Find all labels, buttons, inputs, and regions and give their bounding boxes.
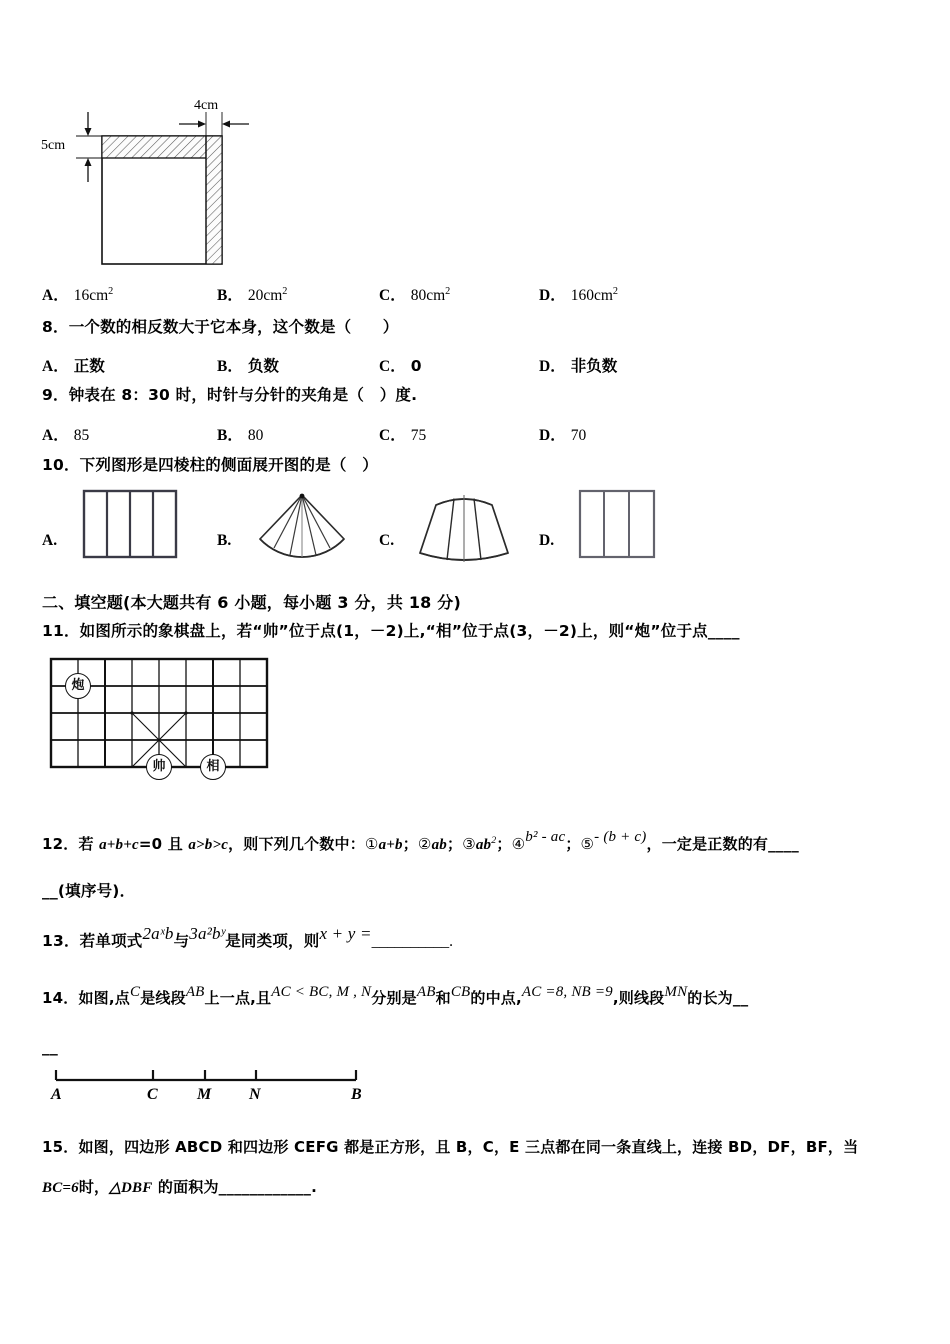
- q9-option-a[interactable]: A． 85: [42, 427, 90, 444]
- q14-number: 14．: [42, 989, 79, 1007]
- q8-option-c[interactable]: C． 0: [379, 357, 422, 375]
- q12-item-4: ④b² - ac；: [511, 829, 581, 853]
- q13-stem: 13．若单项式2aˣb与3a²bʸ是同类项，则x + y =__________.: [42, 924, 453, 950]
- chess-piece-cannon[interactable]: 炮: [65, 673, 91, 699]
- q9-option-c[interactable]: C． 75: [379, 427, 427, 444]
- q9-option-d[interactable]: D． 70: [539, 427, 587, 444]
- q7-figure: [42, 86, 362, 276]
- q10-text: 下列图形是四棱柱的侧面展开图的是（ ）: [79, 456, 378, 474]
- q10-option-c-shape[interactable]: [414, 491, 514, 568]
- q7-option-a[interactable]: A． $16cm^2$: [42, 285, 114, 304]
- q7-option-b[interactable]: B． $20cm^2$: [217, 285, 288, 304]
- q12-item-2: ②ab；: [417, 835, 463, 853]
- q10-number: 10．: [42, 456, 80, 474]
- q8-option-a[interactable]: A． 正数: [42, 357, 105, 375]
- segment-label-m: M: [197, 1086, 212, 1103]
- q8-text: 一个数的相反数大于它本身，这个数是（ ）: [68, 318, 399, 336]
- dimension-label-height: 5cm: [41, 138, 66, 153]
- q14-stem: 14．如图,点C是线段AB上一点,且AC < BC, M , N分别是AB和CB的中点,AC =8, NB =9,则线段MN的长为__: [42, 984, 749, 1007]
- segment-label-b: B: [351, 1086, 362, 1103]
- q13-expr2: 3a²bʸ: [189, 924, 226, 943]
- q7-options-row: [42, 283, 682, 305]
- q8-number: 8．: [42, 318, 69, 336]
- q10-option-a-shape[interactable]: [82, 489, 178, 566]
- q12-stem: 12．若 a+b+c=0 且 a>b>c，则下列几个数中：①a+b；②ab；$③ab^2$；④b² - ac；⑤- (b + c)，一定是正数的有____: [42, 829, 799, 853]
- q7-option-c[interactable]: C． $80cm^2$: [379, 285, 451, 304]
- q10-option-c-label: C.: [379, 532, 395, 549]
- q11-chessboard: [47, 655, 287, 805]
- q13-number: 13．: [42, 932, 80, 950]
- q10-option-a-label: A.: [42, 532, 58, 549]
- q13-blank: __________.: [371, 933, 453, 950]
- chess-piece-minister[interactable]: 相: [200, 754, 226, 780]
- q12-item-1: ①a+b；: [364, 835, 418, 853]
- q9-number: 9．: [42, 386, 69, 404]
- segment-label-c: C: [147, 1086, 158, 1103]
- section2-heading: 二、填空题(本大题共有 6 小题，每小题 3 分，共 18 分): [42, 593, 461, 612]
- q12-line2: __(填序号)．: [42, 882, 136, 900]
- segment-svg: [48, 1064, 378, 1088]
- q7-option-d[interactable]: D． $160cm^2$: [539, 285, 618, 304]
- q15-line1: 15．如图，四边形 ABCD 和四边形 CEFG 都是正方形，且 B，C，E 三点都在同一条直线上，连接 BD，DF，BF，当: [42, 1138, 859, 1156]
- q8-options-row: [42, 354, 682, 376]
- square-frame-svg: [42, 86, 362, 276]
- q10-options-row: [42, 487, 682, 573]
- q13-expr1: 2aˣb: [142, 924, 174, 943]
- q9-stem: [42, 388, 417, 404]
- chess-piece-marshal[interactable]: 帅: [146, 754, 172, 780]
- q12-number: 12．: [42, 835, 79, 853]
- q9-text: 钟表在 8：30 时，时针与分针的夹角是（ ）度.: [68, 386, 418, 404]
- q15-number: 15．: [42, 1138, 79, 1156]
- dimension-label-width: 4cm: [194, 98, 219, 113]
- q14-line2: __: [42, 1038, 58, 1056]
- q10-option-b-label: B.: [217, 532, 232, 549]
- q12-item-3: $③ab^2$；: [462, 835, 512, 853]
- q9-option-b[interactable]: B． 80: [217, 427, 264, 444]
- q14-segment-figure: [48, 1064, 378, 1110]
- q10-option-d-shape[interactable]: [578, 489, 656, 566]
- q12-item-5: ⑤- (b + c): [580, 829, 647, 853]
- q11-text: 如图所示的象棋盘上，若“帅”位于点(1，－2)上,“相”位于点(3，－2)上，则“炮”位于点____: [79, 622, 740, 640]
- segment-label-n: N: [249, 1086, 261, 1103]
- q8-stem: [42, 320, 398, 336]
- q10-option-b-shape[interactable]: [250, 491, 354, 566]
- q11-stem: [42, 624, 740, 640]
- q15-line2: BC=6时，△DBF 的面积为____________.: [42, 1178, 317, 1196]
- q9-options-row: [42, 423, 682, 445]
- segment-label-a: A: [51, 1086, 62, 1103]
- q8-option-d[interactable]: D． 非负数: [539, 357, 618, 375]
- q13-expr3: x + y =: [319, 924, 372, 943]
- q11-number: 11．: [42, 622, 80, 640]
- q10-option-d-label: D.: [539, 532, 555, 549]
- q8-option-b[interactable]: B． 负数: [217, 357, 279, 375]
- q10-stem: [42, 458, 378, 474]
